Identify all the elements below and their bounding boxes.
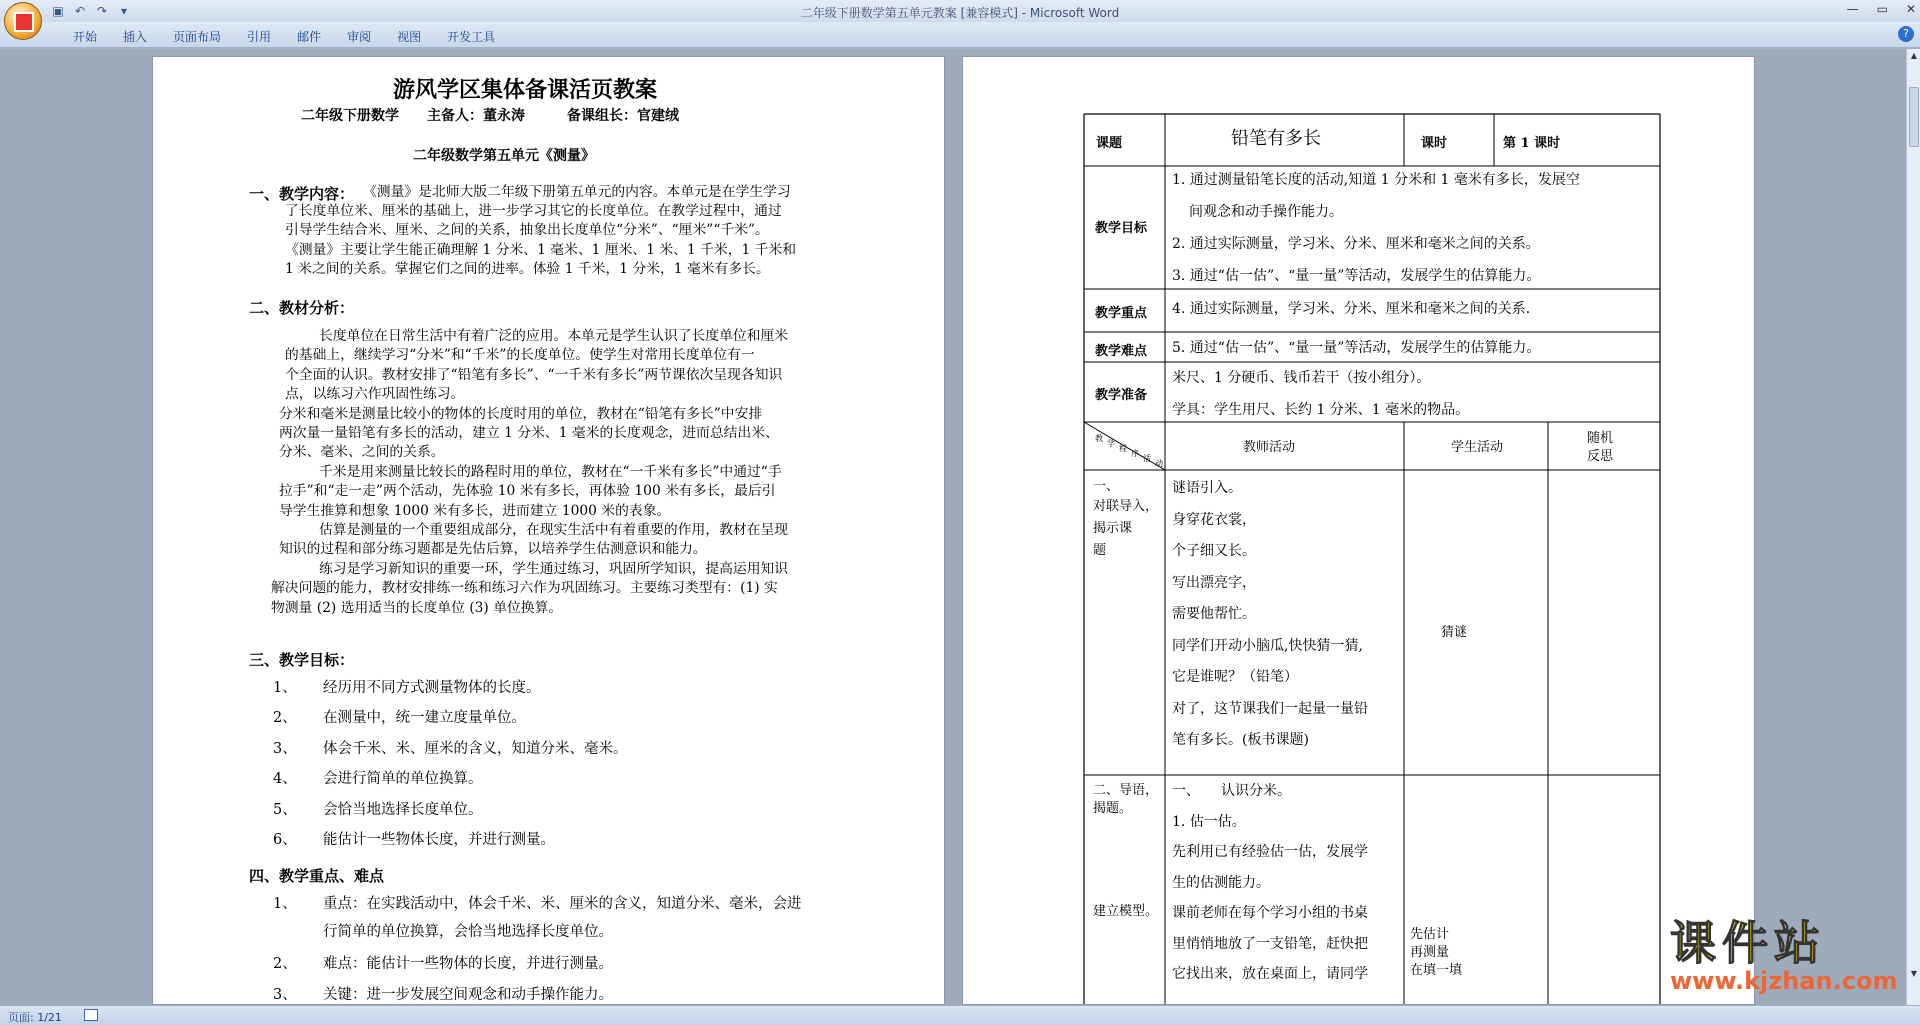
goal-line: 间观念和动手操作能力。 bbox=[1189, 204, 1343, 220]
s1-line: 《测量》主要让学生能正确理解 1 分米、1 毫米、1 厘米、1 米、1 千米，1 千米和 bbox=[285, 241, 797, 258]
window-controls bbox=[1847, 2, 1916, 16]
maximize-icon[interactable]: ▭ bbox=[1876, 2, 1888, 16]
header-student: 学生活动 bbox=[1451, 440, 1504, 455]
ribbon-tabs bbox=[60, 28, 508, 46]
step1-teacher-line: 身穿花衣裳， bbox=[1172, 511, 1256, 528]
page-counter[interactable]: 页面: 1/21 bbox=[8, 1011, 62, 1024]
s4-num: 1、 bbox=[273, 896, 297, 912]
section-4-title: 四、教学重点、难点 bbox=[249, 867, 385, 885]
difficulty-value: 5. 通过“估一估”、“量一量”等活动，发展学生的估算能力。 bbox=[1172, 340, 1541, 356]
step1-label: 题 bbox=[1093, 543, 1107, 558]
s3-item: 能估计一些物体长度，并进行测量。 bbox=[323, 832, 555, 848]
s3-num: 2、 bbox=[273, 710, 297, 727]
s2-line: 估算是测量的一个重要组成部分，在现实生活中有着重要的作用，教材在呈现 bbox=[319, 522, 789, 538]
section-1-title: 一、教学内容： bbox=[249, 185, 355, 203]
s2-line: 练习是学习新知识的重要一环，学生通过练习，巩固所学知识，提高运用知识 bbox=[319, 560, 789, 577]
s1-line: 引导学生结合米、厘米、之间的关系，抽象出长度单位“分米”、“厘米”“千米”。 bbox=[285, 222, 769, 239]
vertical-scrollbar[interactable] bbox=[1906, 49, 1920, 1005]
step1-teacher-line: 它是谁呢？（铅笔） bbox=[1172, 669, 1298, 685]
goal-line: 3. 通过“估一估”、“量一量”等活动，发展学生的估算能力。 bbox=[1172, 268, 1541, 284]
s2-line: 的基础上，继续学习“分米”和“千米”的长度单位。使学生对常用长度单位有一 bbox=[285, 347, 755, 364]
ribbon-tab-1[interactable]: 插入 bbox=[123, 30, 148, 44]
step2-label: 建立模型。 bbox=[1093, 904, 1159, 919]
ribbon-tab-7[interactable]: 开发工具 bbox=[447, 30, 496, 44]
header-reflect: 随机 bbox=[1587, 431, 1614, 446]
s3-num: 1、 bbox=[273, 680, 297, 696]
prep-line: 米尺、1 分硬币、钱币若干（按小组分）。 bbox=[1172, 370, 1431, 386]
step2-teacher-line: 里悄悄地放了一支铅笔，赶快把 bbox=[1172, 935, 1368, 952]
step2-student-line: 在填一填 bbox=[1410, 963, 1463, 978]
header-teacher: 教师活动 bbox=[1243, 440, 1296, 455]
s3-item: 会进行简单的单位换算。 bbox=[323, 771, 483, 788]
site-watermark bbox=[1670, 918, 1897, 994]
s4-item: 难点：能估计一些物体的长度，并进行测量。 bbox=[323, 956, 613, 972]
step2-teacher-line: 1. 估一估。 bbox=[1172, 813, 1246, 830]
unit-title: 二年级数学第五单元《测量》 bbox=[413, 148, 595, 164]
step2-student-line: 先估计 bbox=[1410, 927, 1450, 942]
label-topic: 课题 bbox=[1096, 136, 1123, 151]
ribbon bbox=[0, 22, 1920, 48]
ribbon-tab-3[interactable]: 引用 bbox=[247, 30, 272, 44]
s2-line: 物测量 (2) 选用适当的长度单位 (3) 单位换算。 bbox=[271, 599, 563, 616]
step2-teacher-line: 一、 认识分米。 bbox=[1172, 783, 1291, 799]
office-logo-icon bbox=[14, 12, 34, 32]
office-button[interactable] bbox=[4, 2, 42, 40]
topic-value: 铅笔有多长 bbox=[1231, 128, 1321, 149]
hours-value: 第 1 课时 bbox=[1503, 136, 1561, 151]
s2-line: 知识的过程和部分练习题都是先估后算，以培养学生估测意识和能力。 bbox=[279, 541, 707, 558]
watermark-url: www.kjzhan.com bbox=[1670, 967, 1898, 995]
s4-item: 关键：进一步发展空间观念和动手操作能力。 bbox=[323, 987, 613, 1003]
s1-line: 了长度单位米、厘米的基础上，进一步学习其它的长度单位。在教学过程中，通过 bbox=[285, 203, 782, 220]
diagonal-header-char: 动 bbox=[1155, 459, 1163, 468]
close-icon[interactable]: ✕ bbox=[1905, 2, 1916, 16]
proofing-icon[interactable] bbox=[84, 1009, 98, 1021]
label-difficulty: 教学难点 bbox=[1095, 344, 1148, 359]
s4-num: 2、 bbox=[273, 956, 297, 972]
ribbon-tab-2[interactable]: 页面布局 bbox=[173, 30, 222, 44]
step2-teacher-line: 先利用已有经验估一估，发展学 bbox=[1172, 844, 1368, 860]
s2-line: 解决问题的能力，教材安排练一练和练习六作为巩固练习。主要练习类型有：(1) 实 bbox=[271, 580, 778, 597]
s3-item: 在测量中，统一建立度量单位。 bbox=[323, 710, 526, 727]
step1-teacher-line: 个子细又长。 bbox=[1172, 543, 1256, 559]
section-2-title: 二、教材分析： bbox=[249, 299, 355, 317]
scrollbar-thumb[interactable] bbox=[1909, 87, 1919, 147]
step1-teacher-line: 笔有多长。(板书课题) bbox=[1172, 732, 1309, 748]
ribbon-tab-0[interactable]: 开始 bbox=[73, 30, 98, 44]
step2-teacher-line: 它找出来，放在桌面上，请同学 bbox=[1172, 966, 1368, 982]
s3-num: 5、 bbox=[273, 801, 297, 818]
s2-line: 拉手”和“走一走”两个活动，先体验 10 米有多长，再体验 100 米有多长，最后引 bbox=[279, 483, 776, 500]
step1-label: 一、 bbox=[1093, 479, 1120, 494]
s2-line: 点，以练习六作巩固性练习。 bbox=[285, 386, 465, 403]
save-icon[interactable]: ▣ bbox=[52, 4, 64, 18]
diagonal-header-char: 活 bbox=[1143, 454, 1151, 463]
step1-label: 对联导入， bbox=[1093, 499, 1159, 514]
ribbon-tab-6[interactable]: 视图 bbox=[397, 30, 422, 44]
undo-icon[interactable]: ↶ bbox=[74, 4, 86, 18]
step1-teacher-line: 同学们开动小脑瓜,快快猜一猜, bbox=[1172, 637, 1363, 654]
step2-teacher-line: 生的估测能力。 bbox=[1172, 874, 1270, 891]
doc-title: 游风学区集体备课活页教案 bbox=[393, 77, 658, 103]
step1-teacher-line: 写出漂亮字， bbox=[1172, 574, 1256, 591]
customize-qat-icon[interactable]: ▾ bbox=[120, 4, 128, 18]
label-prep: 教学准备 bbox=[1095, 388, 1148, 403]
s1-line: 1 米之间的关系。掌握它们之间的进率。体验 1 千米，1 分米，1 毫米有多长。 bbox=[285, 260, 770, 277]
window-title: 二年级下册数学第五单元教案 [兼容模式] - Microsoft Word bbox=[800, 6, 1120, 20]
label-key: 教学重点 bbox=[1095, 306, 1148, 321]
step1-teacher-line: 需要他帮忙。 bbox=[1172, 606, 1256, 622]
s4-item: 行简单的单位换算，会恰当地选择长度单位。 bbox=[323, 924, 613, 940]
ribbon-tab-5[interactable]: 审阅 bbox=[347, 30, 372, 44]
step2-teacher-line: 课前老师在每个学习小组的书桌 bbox=[1172, 905, 1368, 921]
diagonal-header-char: 序 bbox=[1131, 449, 1139, 458]
s1-line: 《测量》是北师大版二年级下册第五单元的内容。本单元是在学生学习 bbox=[363, 184, 791, 200]
label-hours: 课时 bbox=[1421, 136, 1448, 151]
prep-line: 学具：学生用尺、长约 1 分米、1 毫米的物品。 bbox=[1172, 402, 1470, 418]
step1-teacher-line: 对了，这节课我们一起量一量铅 bbox=[1172, 700, 1368, 717]
s2-line: 两次量一量铅笔有多长的活动，建立 1 分米、1 毫米的长度观念，进而总结出米、 bbox=[279, 425, 779, 441]
key-value: 4. 通过实际测量，学习米、分米、厘米和毫米之间的关系. bbox=[1172, 301, 1531, 317]
s3-item: 体会千米、米、厘米的含义，知道分米、毫米。 bbox=[323, 740, 628, 757]
s4-num: 3、 bbox=[273, 987, 297, 1003]
s2-line: 千米是用来测量比较长的路程时用的单位，教材在“一千米有多长”中通过“手 bbox=[319, 463, 782, 480]
step2-label: 二、导语， bbox=[1093, 783, 1159, 798]
goal-line: 1. 通过测量铅笔长度的活动,知道 1 分米和 1 毫米有多长，发展空 bbox=[1172, 172, 1580, 188]
ribbon-tab-4[interactable]: 邮件 bbox=[297, 30, 322, 44]
header-reflect: 反思 bbox=[1587, 449, 1614, 464]
step2-student-line: 再测量 bbox=[1410, 945, 1450, 960]
diagonal-header-char: 学 bbox=[1107, 439, 1115, 448]
s3-item: 会恰当地选择长度单位。 bbox=[323, 801, 483, 818]
s2-line: 导学生推算和想象 1000 米有多长，进而建立 1000 米的表象。 bbox=[279, 502, 671, 519]
step2-label: 揭题。 bbox=[1093, 801, 1133, 816]
scroll-up-icon[interactable]: ▲ bbox=[1910, 51, 1918, 60]
title-bar bbox=[0, 0, 1920, 22]
s2-line: 分米、毫米、之间的关系。 bbox=[279, 444, 445, 461]
label-goals: 教学目标 bbox=[1095, 221, 1148, 236]
doc-subtitle: 二年级下册数学 主备人：董永涛 备课组长：官建绒 bbox=[301, 108, 679, 124]
s2-line: 长度单位在日常生活中有着广泛的应用。本单元是学生认识了长度单位和厘米 bbox=[319, 328, 789, 344]
step1-student: 猜谜 bbox=[1441, 625, 1468, 640]
redo-icon[interactable]: ↷ bbox=[96, 4, 108, 18]
status-bar bbox=[0, 1005, 1920, 1025]
s3-item: 经历用不同方式测量物体的长度。 bbox=[323, 680, 541, 696]
step1-teacher-line: 谜语引入。 bbox=[1172, 480, 1242, 496]
document-page-2 bbox=[962, 56, 1755, 1005]
s2-line: 分米和毫米是测量比较小的物体的长度时用的单位，教材在“铅笔有多长”中安排 bbox=[279, 405, 763, 422]
section-3-title: 三、教学目标： bbox=[249, 651, 355, 669]
s3-num: 3、 bbox=[273, 740, 297, 757]
s3-num: 6、 bbox=[273, 832, 297, 848]
s2-line: 个全面的认识。教材安排了“铅笔有多长”、“一千米有多长”两节课依次呈现各知识 bbox=[285, 366, 783, 383]
watermark-brand: 课件站 bbox=[1670, 916, 1826, 970]
step1-label: 揭示课 bbox=[1093, 521, 1133, 536]
diagonal-header-char: 教 bbox=[1095, 434, 1103, 443]
goal-line: 2. 通过实际测量，学习米、分米、厘米和毫米之间的关系。 bbox=[1172, 236, 1540, 252]
s4-item: 重点：在实践活动中，体会千米、米、厘米的含义，知道分米、毫米，会进 bbox=[323, 896, 802, 912]
scroll-down-icon[interactable]: ▼ bbox=[1910, 969, 1918, 978]
minimize-icon[interactable]: — bbox=[1846, 2, 1859, 16]
help-icon[interactable]: ? bbox=[1898, 26, 1914, 42]
s3-num: 4、 bbox=[273, 771, 297, 788]
document-page-1 bbox=[152, 56, 945, 1005]
diagonal-header-char: 程 bbox=[1119, 444, 1127, 453]
